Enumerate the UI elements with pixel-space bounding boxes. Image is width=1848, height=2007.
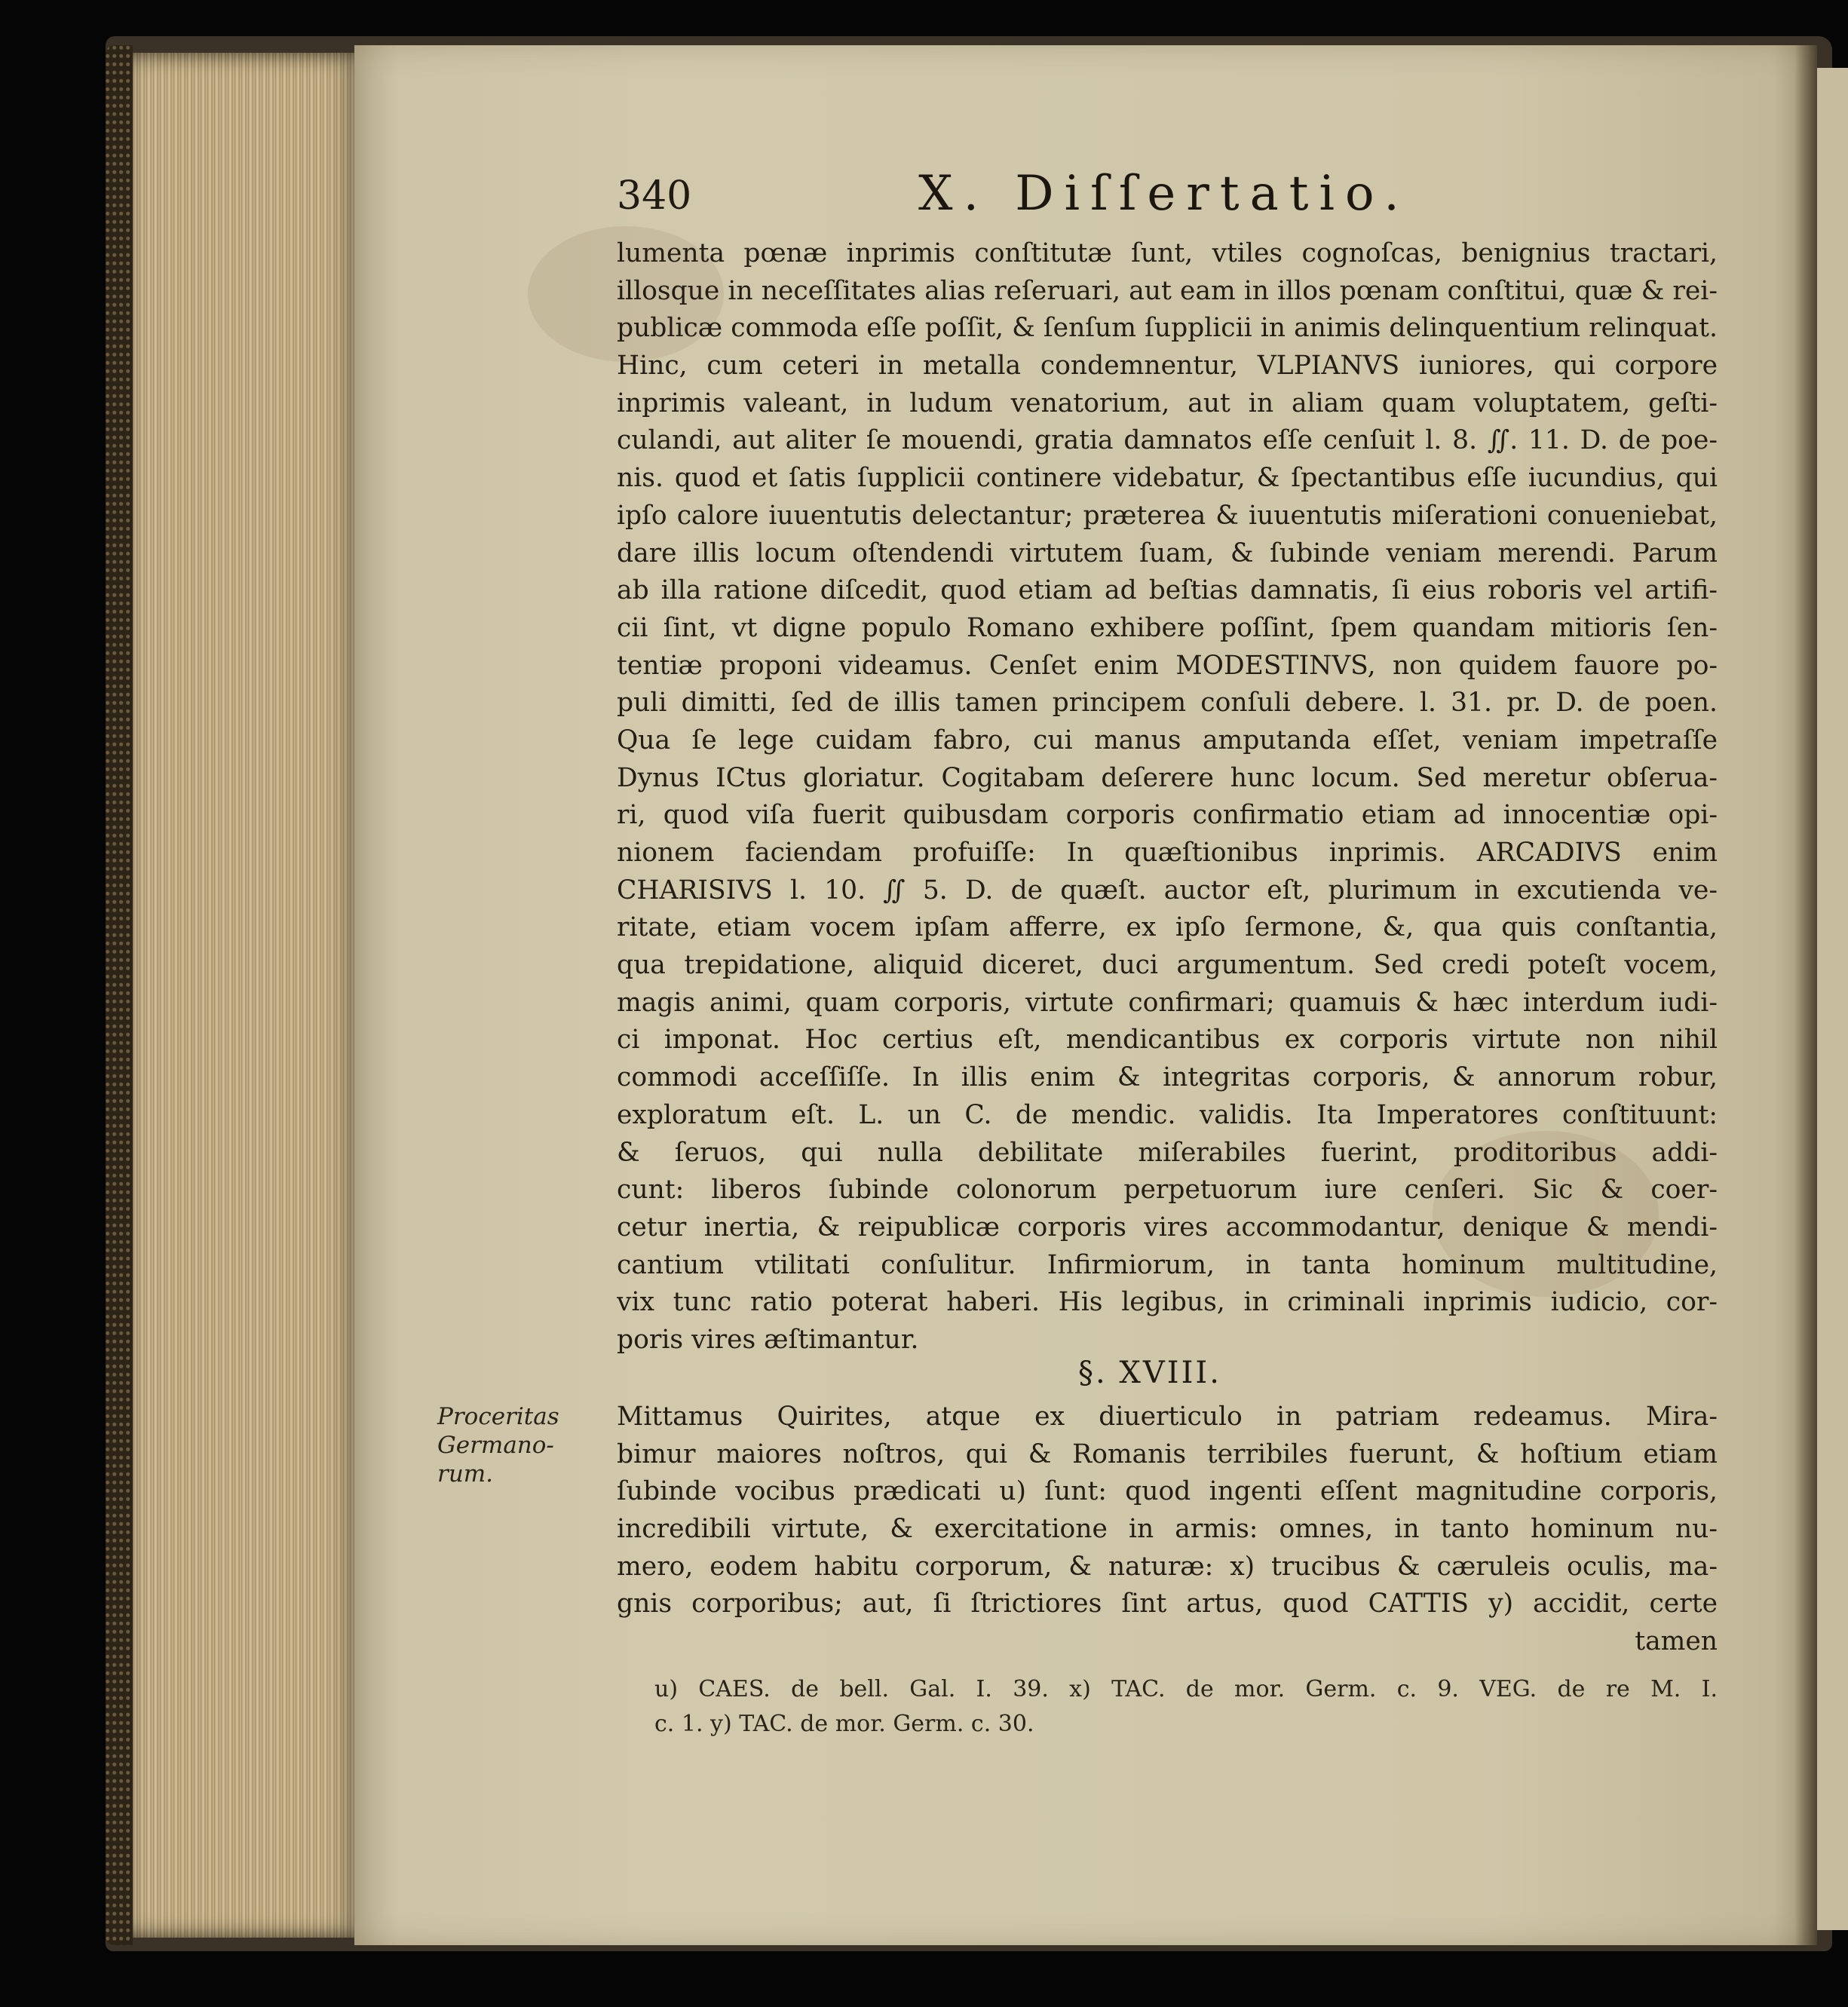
text-line: ri, quod viſa fuerit quibusdam corporis confirmatio etiam ad innocentiæ opi- — [617, 800, 1718, 831]
text-line: lumenta pœnæ inprimis conſtitutæ ſunt, vtiles cognoſcas, benignius tractari, — [617, 238, 1718, 268]
text-line: bimur maiores noſtros, qui & Romanis terribiles fuerunt, & hoſtium etiam — [617, 1439, 1718, 1469]
text-line: ipſo calore iuuentutis delectantur; præterea & iuuentutis miſerationi conueniebat, — [617, 500, 1718, 531]
text-line: gnis corporibus; aut, ſi ſtrictiores ſint artus, quod CATTIS y) accidit, certe — [617, 1589, 1718, 1619]
text-line: culandi, aut aliter ſe mouendi, gratia damnatos eſſe cenſuit l. 8. ∬. 11. D. de poe- — [617, 425, 1718, 456]
text-line: poris vires æſtimantur. — [617, 1324, 919, 1355]
text-line: cetur inertia, & reipublicæ corporis vires accommodantur, denique & mendi- — [617, 1212, 1718, 1243]
margin-note-line: Proceritas — [437, 1403, 559, 1430]
footnotes — [654, 1672, 1718, 1742]
margin-note-line: rum. — [437, 1460, 494, 1488]
margin-note — [437, 1402, 626, 1488]
text-line: inprimis valeant, in ludum venatorium, aut in aliam quam voluptatem, geſti- — [617, 388, 1718, 418]
gutter-shadow — [1794, 45, 1817, 1945]
text-line: cantium vtilitati conſulitur. Infirmiorum, in tanta hominum multitudine, — [617, 1249, 1718, 1280]
footnote-line: c. 1. y) TAC. de mor. Germ. c. 30. — [654, 1711, 1034, 1737]
text-line: tentiæ proponi videamus. Cenſet enim MODESTINVS, non quidem fauore po- — [617, 650, 1718, 681]
text-line: publicæ commoda eſſe poſſit, & ſenſum ſupplicii in animis delinquentium relinquat. — [617, 313, 1718, 344]
text-line: ſubinde vocibus prædicati u) ſunt: quod ingenti eſſent magnitudine corporis, — [617, 1476, 1718, 1507]
facing-page-edge — [1817, 68, 1848, 1930]
body-text — [617, 235, 1718, 1359]
text-line: ci imponat. Hoc certius eſt, mendicantibus ex corporis virtute non nihil — [617, 1025, 1718, 1056]
margin-note-line: Germano- — [437, 1432, 554, 1459]
text-line: commodi acceſſiſſe. In illis enim & integritas corporis, & annorum robur, — [617, 1062, 1718, 1093]
page-title: X. Diſſertatio. — [918, 166, 1410, 222]
text-line: cii ſint, vt digne populo Romano exhibere poſſint, ſpem quandam mitioris ſen- — [617, 612, 1718, 643]
text-line: vix tunc ratio poterat haberi. His legibus, in criminali inprimis iudicio, cor- — [617, 1287, 1718, 1318]
text-line: dare illis locum oſtendendi virtutem ſuam, & ſubinde veniam merendi. Parum — [617, 538, 1718, 568]
footnote-line: u) CAES. de bell. Gal. I. 39. x) TAC. de mor. Germ. c. 9. VEG. de re M. I. — [654, 1676, 1718, 1702]
text-line: Mittamus Quirites, atque ex diuerticulo in patriam redeamus. Mira- — [617, 1402, 1718, 1432]
text-line: & ſeruos, qui nulla debilitate miſerabiles fuerint, proditoribus addi- — [617, 1137, 1718, 1168]
text-line: Dynus ICtus gloriatur. Cogitabam deſerere hunc locum. Sed meretur obſerua- — [617, 762, 1718, 793]
text-line: exploratum eſt. L. un C. de mendic. validis. Ita Imperatores conſtituunt: — [617, 1099, 1718, 1130]
catchword: tamen — [1635, 1626, 1718, 1657]
page-fore-edge — [113, 53, 362, 1938]
book-cover-board — [106, 45, 133, 1945]
text-line: nis. quod et ſatis ſupplicii continere videbatur, & ſpectantibus eſſe iucundius, qui — [617, 463, 1718, 494]
page-number: 340 — [617, 173, 692, 219]
text-line: incredibili virtute, & exercitatione in armis: omnes, in tanto hominum nu- — [617, 1514, 1718, 1545]
text-line: magis animi, quam corporis, virtute confirmari; quamuis & hæc interdum iudi- — [617, 987, 1718, 1018]
text-line: cunt: liberos ſubinde colonorum perpetuorum iure cenſeri. Sic & coer- — [617, 1175, 1718, 1206]
section-text — [617, 1399, 1718, 1661]
text-line: ritate, etiam vocem ipſam afferre, ex ipſo ſermone, &, qua quis conſtantia, — [617, 912, 1718, 943]
text-line: nionem faciendam profuiſſe: In quæſtionibus inprimis. ARCADIVS enim — [617, 838, 1718, 868]
running-head — [617, 166, 1718, 234]
text-line: Hinc, cum ceteri in metalla condemnentur, VLPIANVS iuniores, qui corpore — [617, 351, 1718, 381]
text-line: mero, eodem habitu corporum, & naturæ: x) trucibus & cæruleis oculis, ma- — [617, 1551, 1718, 1582]
section-heading: §. XVIII. — [1078, 1356, 1221, 1390]
text-line: qua trepidatione, aliquid diceret, duci argumentum. Sed credi poteſt vocem, — [617, 950, 1718, 981]
text-line: illosque in neceſſitates alias reſeruari, aut eam in illos pœnam conſtitui, quæ & rei- — [617, 275, 1718, 306]
text-line: Qua ſe lege cuidam fabro, cui manus amputanda eſſet, veniam impetraſſe — [617, 725, 1718, 755]
text-line: ab illa ratione diſcedit, quod etiam ad beſtias damnatis, ſi eius roboris vel artifi- — [617, 575, 1718, 606]
text-line: puli dimitti, ſed de illis tamen principem conſuli debere. l. 31. pr. D. de poen. — [617, 688, 1718, 719]
text-line: CHARISIVS l. 10. ∬ 5. D. de quæſt. auctor eſt, plurimum in excutienda ve- — [617, 875, 1718, 905]
